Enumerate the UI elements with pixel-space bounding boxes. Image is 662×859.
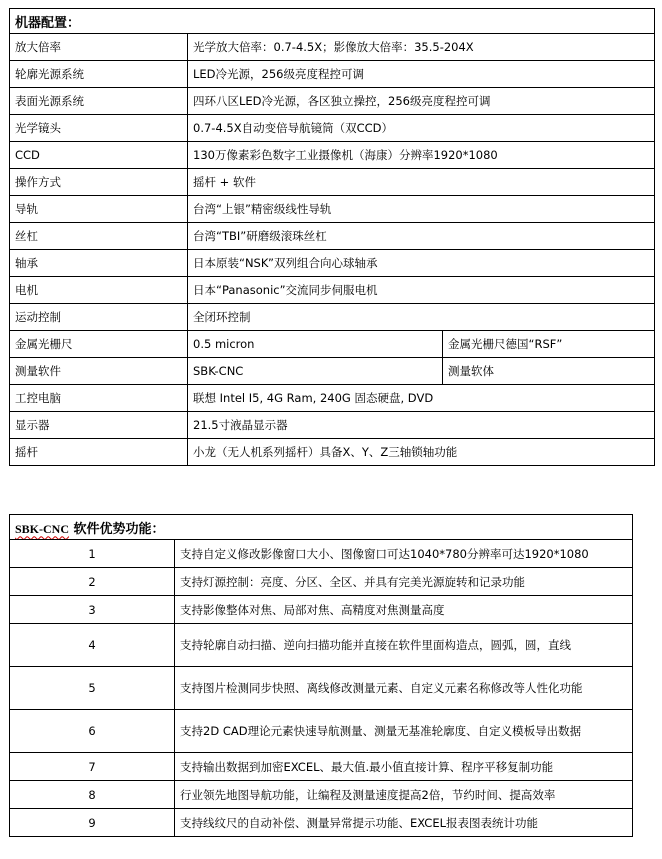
- features-title: [10, 515, 633, 540]
- config-row: [10, 196, 655, 223]
- feature-row: [10, 568, 633, 596]
- config-value: 摇杆 + 软件: [188, 169, 655, 196]
- feature-row: [10, 540, 633, 568]
- config-value: 光学放大倍率：0.7-4.5X；影像放大倍率：35.5-204X: [188, 34, 655, 61]
- config-value: 四环八区LED冷光源，各区独立操控，256级亮度程控可调: [188, 88, 655, 115]
- feature-row: [10, 809, 633, 837]
- config-label: 运动控制: [10, 304, 188, 331]
- config-row: [10, 277, 655, 304]
- feature-text: 支持线纹尺的自动补偿、测量异常提示功能、EXCEL报表图表统计功能: [175, 809, 633, 837]
- feature-number: 8: [10, 781, 175, 809]
- config-label: 导轨: [10, 196, 188, 223]
- feature-number: 7: [10, 753, 175, 781]
- feature-row: [10, 667, 633, 710]
- config-value: SBK-CNC: [188, 358, 443, 385]
- config-label: 操作方式: [10, 169, 188, 196]
- feature-number: 2: [10, 568, 175, 596]
- config-label: 放大倍率: [10, 34, 188, 61]
- feature-text: 支持2D CAD理论元素快速导航测量、测量无基准轮廓度、自定义模板导出数据: [175, 710, 633, 753]
- config-value: 0.7-4.5X自动变倍导航镜筒（双CCD）: [188, 115, 655, 142]
- config-row: [10, 439, 655, 466]
- config-row: [10, 250, 655, 277]
- config-label: 丝杠: [10, 223, 188, 250]
- config-value: 21.5寸液晶显示器: [188, 412, 655, 439]
- config-row: [10, 34, 655, 61]
- config-label: 摇杆: [10, 439, 188, 466]
- config-row: [10, 88, 655, 115]
- config-row: [10, 358, 655, 385]
- config-value: 全闭环控制: [188, 304, 655, 331]
- config-label: 测量软件: [10, 358, 188, 385]
- config-row: [10, 223, 655, 250]
- feature-text: 支持图片检测同步快照、离线修改测量元素、自定义元素名称修改等人性化功能: [175, 667, 633, 710]
- config-value: 130万像素彩色数字工业摄像机（海康）分辨率1920*1080: [188, 142, 655, 169]
- features-title-brand: SBK-CNC: [15, 521, 70, 536]
- feature-number: 1: [10, 540, 175, 568]
- feature-number: 6: [10, 710, 175, 753]
- feature-number: 9: [10, 809, 175, 837]
- config-label: 电机: [10, 277, 188, 304]
- config-label: 光学镜头: [10, 115, 188, 142]
- config-value: 小龙（无人机系列摇杆）具备X、Y、Z三轴锁轴功能: [188, 439, 655, 466]
- feature-row: [10, 781, 633, 809]
- config-value: 台湾“TBI”研磨级滚珠丝杠: [188, 223, 655, 250]
- feature-row: [10, 710, 633, 753]
- config-row: [10, 412, 655, 439]
- config-row: [10, 142, 655, 169]
- feature-text: 支持轮廓自动扫描、逆向扫描功能并直接在软件里面构造点，圆弧，圆，直线: [175, 624, 633, 667]
- software-features-table: [9, 514, 633, 837]
- feature-number: 5: [10, 667, 175, 710]
- feature-text: 支持输出数据到加密EXCEL、最大值.最小值直接计算、程序平移复制功能: [175, 753, 633, 781]
- feature-row: [10, 753, 633, 781]
- config-row: [10, 304, 655, 331]
- config-label: 轴承: [10, 250, 188, 277]
- config-label: 轮廓光源系统: [10, 61, 188, 88]
- feature-text: 支持自定义修改影像窗口大小、图像窗口可达1040*780分辨率可达1920*1080: [175, 540, 633, 568]
- feature-text: 行业领先地图导航功能，让编程及测量速度提高2倍，节约时间、提高效率: [175, 781, 633, 809]
- config-label: CCD: [10, 142, 188, 169]
- config-row: [10, 61, 655, 88]
- config-value: 台湾“上银”精密级线性导轨: [188, 196, 655, 223]
- feature-text: 支持灯源控制：亮度、分区、全区、并具有完美光源旋转和记录功能: [175, 568, 633, 596]
- config-label: 工控电脑: [10, 385, 188, 412]
- machine-config-table: [9, 8, 655, 466]
- config-value: 日本“Panasonic”交流同步伺服电机: [188, 277, 655, 304]
- config-row: [10, 385, 655, 412]
- config-label: 金属光栅尺: [10, 331, 188, 358]
- config-value: LED冷光源，256级亮度程控可调: [188, 61, 655, 88]
- feature-text: 支持影像整体对焦、局部对焦、高精度对焦测量高度: [175, 596, 633, 624]
- config-value: 联想 Intel I5, 4G Ram, 240G 固态硬盘, DVD: [188, 385, 655, 412]
- config-extra: 金属光栅尺德国“RSF”: [443, 331, 655, 358]
- feature-number: 3: [10, 596, 175, 624]
- config-title: 机器配置：: [10, 9, 655, 34]
- config-value: 0.5 micron: [188, 331, 443, 358]
- config-value: 日本原装“NSK”双列组合向心球轴承: [188, 250, 655, 277]
- config-row: [10, 115, 655, 142]
- config-label: 显示器: [10, 412, 188, 439]
- feature-row: [10, 624, 633, 667]
- config-label: 表面光源系统: [10, 88, 188, 115]
- config-row: [10, 169, 655, 196]
- feature-row: [10, 596, 633, 624]
- config-extra: 测量软体: [443, 358, 655, 385]
- feature-number: 4: [10, 624, 175, 667]
- features-title-text: 软件优势功能：: [69, 521, 165, 537]
- config-row: [10, 331, 655, 358]
